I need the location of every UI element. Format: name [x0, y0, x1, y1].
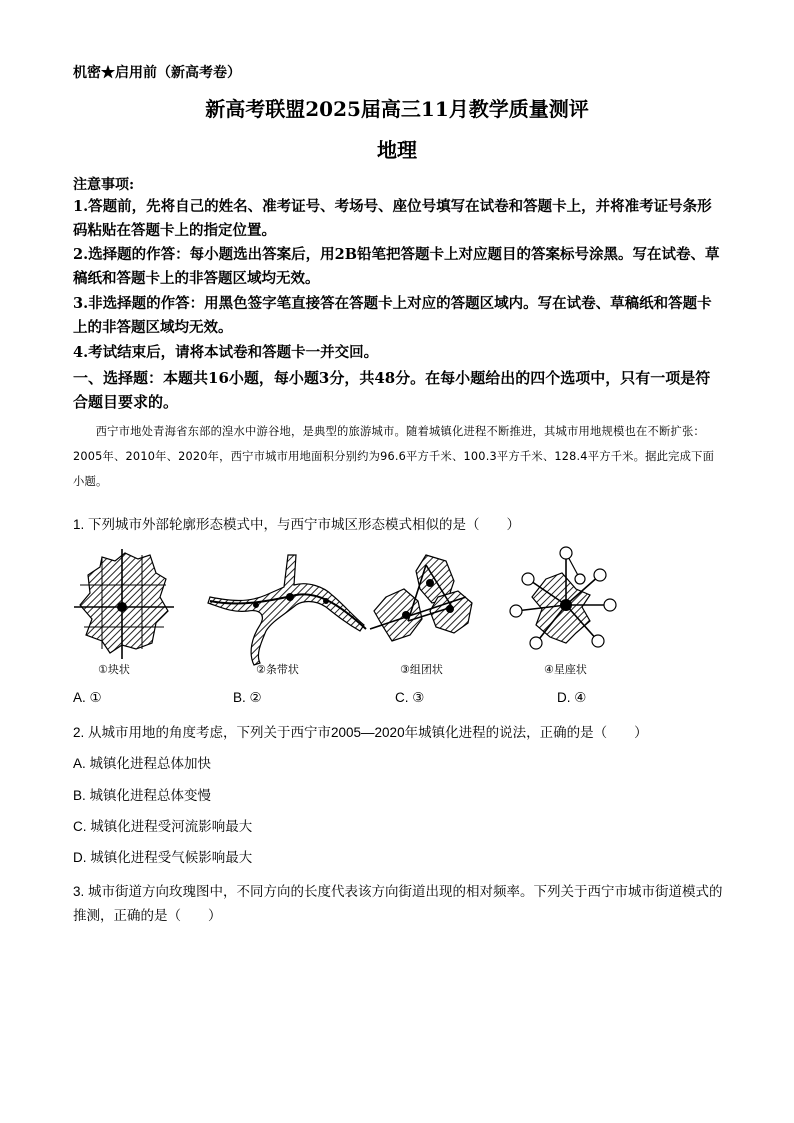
option-b[interactable]: B. ②: [233, 690, 262, 705]
cluster-form-figure: [370, 555, 472, 641]
strip-form-figure: [208, 555, 366, 665]
question-1-stem: 1. 下列城市外部轮廓形态模式中，与西宁市城区形态模式相似的是（ ）: [73, 517, 521, 532]
subject-title: 地理: [377, 138, 417, 162]
option-d[interactable]: D. ④: [557, 690, 587, 705]
figure-label-1: ①块状: [98, 663, 130, 676]
note-item: 1.答题前，先将自己的姓名、准考证号、考场号、座位号填写在试卷和答题卡上，并将准考证号条形码粘贴在答题卡上的指定位置。: [73, 198, 712, 239]
figure-label-4: ④星座状: [544, 663, 587, 676]
question-2-stem: 2. 从城市用地的角度考虑，下列关于西宁市2005—2020年城镇化进程的说法，正确的是（ ）: [73, 725, 648, 740]
exam-title: 新高考联盟2025届高三11月教学质量测评: [205, 97, 589, 121]
constellation-form-figure: [510, 547, 616, 649]
option-a[interactable]: A. ①: [73, 690, 102, 705]
figure-label-2: ②条带状: [256, 663, 299, 676]
note-item: 3.非选择题的作答：用黑色签字笔直接答在答题卡上对应的答题区域内。写在试卷、草稿纸和答题卡上的非答题区域均无效。: [73, 295, 712, 336]
section-heading: 一、选择题：本题共16小题，每小题3分，共48分。在每小题给出的四个选项中，只有一项是符合题目要求的。: [73, 369, 711, 411]
option-d[interactable]: D. 城镇化进程受气候影响最大: [73, 850, 253, 865]
question-3-stem: 3. 城市街道方向玫瑰图中，不同方向的长度代表该方向街道出现的相对频率。下列关于西宁市城市街道模式的推测，正确的是（ ）: [73, 884, 723, 923]
city-form-figures: [70, 545, 630, 680]
option-b[interactable]: B. 城镇化进程总体变慢: [73, 788, 212, 803]
figure-label-3: ③组团状: [400, 663, 443, 676]
notes-heading: 注意事项:: [73, 177, 135, 193]
option-c[interactable]: C. ③: [395, 690, 425, 705]
option-a[interactable]: A. 城镇化进程总体加快: [73, 756, 212, 771]
question-material: 西宁市地处青海省东部的湟水中游谷地，是典型的旅游城市。随着城镇化进程不断推进，其城市用地规模也在不断扩张：2005年、2010年、2020年，西宁市城市用地面积分别约为96.6平方千米、100.3平方千米、128.4平方千米。据此完成下面小题。: [73, 425, 715, 488]
confidential-label: 机密★启用前（新高考卷）: [73, 65, 241, 81]
block-form-figure: [74, 549, 174, 659]
question-1-options: [73, 690, 723, 714]
note-item: 2.选择题的作答：每小题选出答案后，用2B铅笔把答题卡上对应题目的答案标号涂黑。写在试卷、草稿纸和答题卡上的非答题区域均无效。: [73, 246, 720, 287]
option-c[interactable]: C. 城镇化进程受河流影响最大: [73, 819, 253, 834]
note-item: 4.考试结束后，请将本试卷和答题卡一并交回。: [73, 344, 379, 361]
